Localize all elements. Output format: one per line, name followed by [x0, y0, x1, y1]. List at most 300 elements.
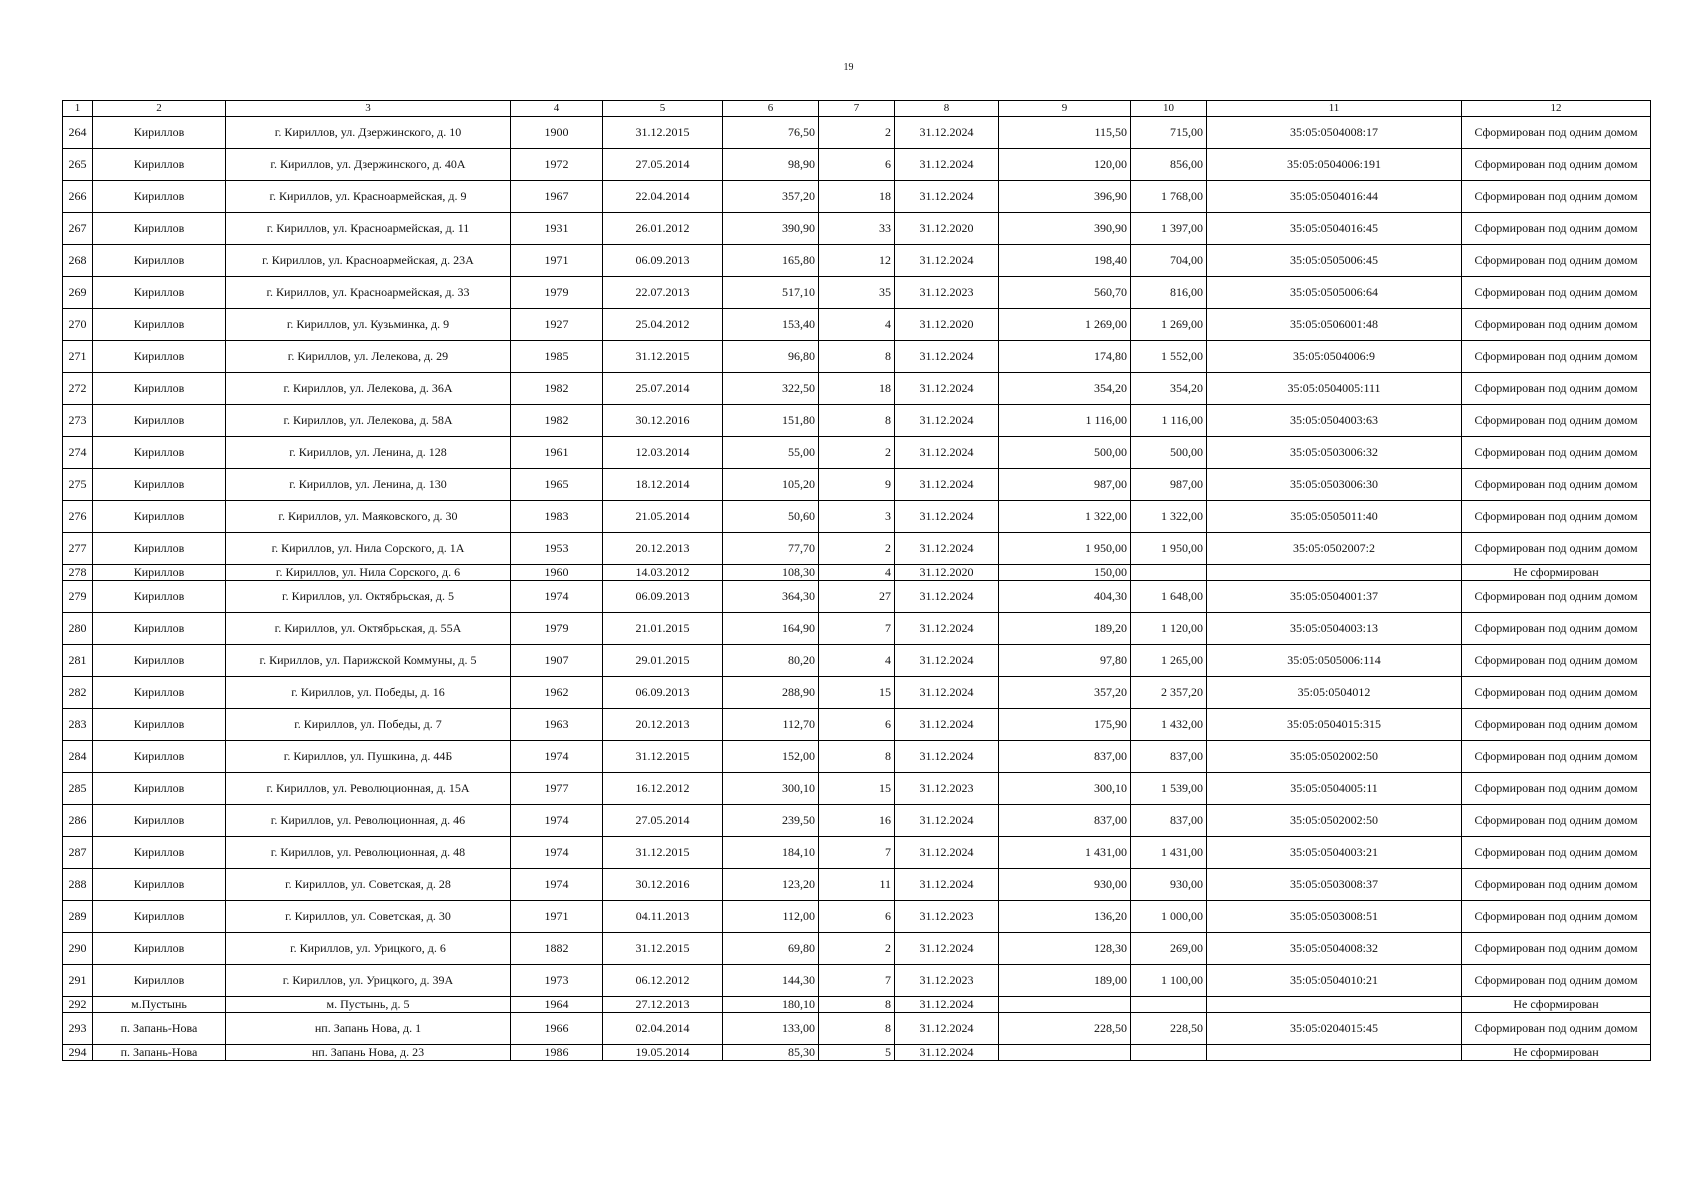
settlement-cell: м.Пустынь: [93, 997, 226, 1013]
land-status-cell: Сформирован под одним домом: [1462, 469, 1651, 501]
column-header: 6: [723, 101, 819, 117]
plot-area-cell: 1 950,00: [1131, 533, 1207, 565]
table-row: [63, 117, 1651, 149]
table-row: [63, 405, 1651, 437]
address-cell: г. Кириллов, ул. Дзержинского, д. 10: [226, 117, 511, 149]
cadastral-number-cell: 35:05:0504010:21: [1207, 965, 1462, 997]
land-area-cell: 175,90: [999, 709, 1131, 741]
cadastral-number-cell: 35:05:0503008:37: [1207, 869, 1462, 901]
area-cell: 80,20: [723, 645, 819, 677]
table-row: [63, 437, 1651, 469]
plot-area-cell: 930,00: [1131, 869, 1207, 901]
land-area-cell: 198,40: [999, 245, 1131, 277]
land-area-cell: 1 116,00: [999, 405, 1131, 437]
area-cell: 105,20: [723, 469, 819, 501]
table-row: [63, 645, 1651, 677]
plot-area-cell: 500,00: [1131, 437, 1207, 469]
plot-area-cell: 704,00: [1131, 245, 1207, 277]
cadastral-number-cell: 35:05:0504008:17: [1207, 117, 1462, 149]
land-status-cell: Сформирован под одним домом: [1462, 149, 1651, 181]
apartments-cell: 4: [819, 645, 895, 677]
row-number-cell: 286: [63, 805, 93, 837]
plot-area-cell: 269,00: [1131, 933, 1207, 965]
survey-date-cell: 31.12.2015: [603, 341, 723, 373]
plot-area-cell: 816,00: [1131, 277, 1207, 309]
survey-date-cell: 21.05.2014: [603, 501, 723, 533]
relocation-date-cell: 31.12.2023: [895, 965, 999, 997]
land-status-cell: Сформирован под одним домом: [1462, 1013, 1651, 1045]
address-cell: г. Кириллов, ул. Победы, д. 7: [226, 709, 511, 741]
column-header: 3: [226, 101, 511, 117]
settlement-cell: Кириллов: [93, 501, 226, 533]
plot-area-cell: 1 397,00: [1131, 213, 1207, 245]
build-year-cell: 1974: [511, 581, 603, 613]
address-cell: г. Кириллов, ул. Урицкого, д. 39А: [226, 965, 511, 997]
apartments-cell: 2: [819, 933, 895, 965]
land-status-cell: Сформирован под одним домом: [1462, 533, 1651, 565]
apartments-cell: 8: [819, 405, 895, 437]
land-area-cell: 1 431,00: [999, 837, 1131, 869]
column-header: 2: [93, 101, 226, 117]
column-header: 1: [63, 101, 93, 117]
build-year-cell: 1900: [511, 117, 603, 149]
survey-date-cell: 06.09.2013: [603, 581, 723, 613]
survey-date-cell: 06.09.2013: [603, 677, 723, 709]
address-cell: г. Кириллов, ул. Нила Сорского, д. 1А: [226, 533, 511, 565]
land-area-cell: 128,30: [999, 933, 1131, 965]
table-row: [63, 469, 1651, 501]
apartments-cell: 7: [819, 613, 895, 645]
area-cell: 69,80: [723, 933, 819, 965]
relocation-date-cell: 31.12.2024: [895, 645, 999, 677]
land-area-cell: [999, 1045, 1131, 1061]
settlement-cell: Кириллов: [93, 181, 226, 213]
land-area-cell: 404,30: [999, 581, 1131, 613]
table-body: [63, 101, 1651, 1061]
apartments-cell: 11: [819, 869, 895, 901]
land-area-cell: 837,00: [999, 741, 1131, 773]
row-number-cell: 276: [63, 501, 93, 533]
column-header: 4: [511, 101, 603, 117]
area-cell: 184,10: [723, 837, 819, 869]
settlement-cell: Кириллов: [93, 469, 226, 501]
plot-area-cell: [1131, 1045, 1207, 1061]
row-number-cell: 267: [63, 213, 93, 245]
cadastral-number-cell: 35:05:0504003:63: [1207, 405, 1462, 437]
address-cell: г. Кириллов, ул. Лелекова, д. 58А: [226, 405, 511, 437]
area-cell: 76,50: [723, 117, 819, 149]
apartments-cell: 8: [819, 997, 895, 1013]
area-cell: 152,00: [723, 741, 819, 773]
land-area-cell: 1 269,00: [999, 309, 1131, 341]
cadastral-number-cell: 35:05:0502002:50: [1207, 805, 1462, 837]
relocation-date-cell: 31.12.2024: [895, 581, 999, 613]
plot-area-cell: 1 432,00: [1131, 709, 1207, 741]
survey-date-cell: 31.12.2015: [603, 741, 723, 773]
land-status-cell: Сформирован под одним домом: [1462, 373, 1651, 405]
area-cell: 144,30: [723, 965, 819, 997]
housing-registry-table: [62, 100, 1651, 1061]
land-area-cell: 97,80: [999, 645, 1131, 677]
row-number-cell: 274: [63, 437, 93, 469]
table-row: [63, 869, 1651, 901]
relocation-date-cell: 31.12.2024: [895, 869, 999, 901]
build-year-cell: 1882: [511, 933, 603, 965]
build-year-cell: 1962: [511, 677, 603, 709]
build-year-cell: 1974: [511, 869, 603, 901]
land-status-cell: Сформирован под одним домом: [1462, 181, 1651, 213]
relocation-date-cell: 31.12.2023: [895, 773, 999, 805]
table-row: [63, 277, 1651, 309]
row-number-cell: 285: [63, 773, 93, 805]
survey-date-cell: 21.01.2015: [603, 613, 723, 645]
survey-date-cell: 16.12.2012: [603, 773, 723, 805]
land-status-cell: Сформирован под одним домом: [1462, 709, 1651, 741]
settlement-cell: Кириллов: [93, 613, 226, 645]
row-number-cell: 287: [63, 837, 93, 869]
land-status-cell: Сформирован под одним домом: [1462, 677, 1651, 709]
table-row: [63, 581, 1651, 613]
cadastral-number-cell: 35:05:0503008:51: [1207, 901, 1462, 933]
column-header: 7: [819, 101, 895, 117]
survey-date-cell: 22.07.2013: [603, 277, 723, 309]
land-status-cell: Сформирован под одним домом: [1462, 245, 1651, 277]
apartments-cell: 9: [819, 469, 895, 501]
settlement-cell: Кириллов: [93, 149, 226, 181]
address-cell: г. Кириллов, ул. Революционная, д. 46: [226, 805, 511, 837]
apartments-cell: 15: [819, 773, 895, 805]
settlement-cell: Кириллов: [93, 901, 226, 933]
row-number-cell: 291: [63, 965, 93, 997]
survey-date-cell: 14.03.2012: [603, 565, 723, 581]
row-number-cell: 288: [63, 869, 93, 901]
relocation-date-cell: 31.12.2024: [895, 437, 999, 469]
relocation-date-cell: 31.12.2024: [895, 613, 999, 645]
address-cell: г. Кириллов, ул. Победы, д. 16: [226, 677, 511, 709]
cadastral-number-cell: 35:05:0502007:2: [1207, 533, 1462, 565]
cadastral-number-cell: [1207, 997, 1462, 1013]
relocation-date-cell: 31.12.2024: [895, 837, 999, 869]
survey-date-cell: 30.12.2016: [603, 405, 723, 437]
plot-area-cell: 354,20: [1131, 373, 1207, 405]
plot-area-cell: [1131, 997, 1207, 1013]
address-cell: г. Кириллов, ул. Красноармейская, д. 23А: [226, 245, 511, 277]
apartments-cell: 3: [819, 501, 895, 533]
plot-area-cell: 1 100,00: [1131, 965, 1207, 997]
plot-area-cell: 856,00: [1131, 149, 1207, 181]
build-year-cell: 1966: [511, 1013, 603, 1045]
land-status-cell: Сформирован под одним домом: [1462, 437, 1651, 469]
land-area-cell: 150,00: [999, 565, 1131, 581]
area-cell: 151,80: [723, 405, 819, 437]
land-area-cell: 189,00: [999, 965, 1131, 997]
table-row: [63, 709, 1651, 741]
relocation-date-cell: 31.12.2024: [895, 149, 999, 181]
apartments-cell: 8: [819, 741, 895, 773]
cadastral-number-cell: 35:05:0505011:40: [1207, 501, 1462, 533]
apartments-cell: 6: [819, 149, 895, 181]
row-number-cell: 275: [63, 469, 93, 501]
survey-date-cell: 25.04.2012: [603, 309, 723, 341]
survey-date-cell: 31.12.2015: [603, 117, 723, 149]
row-number-cell: 266: [63, 181, 93, 213]
land-status-cell: Сформирован под одним домом: [1462, 309, 1651, 341]
table-row: [63, 773, 1651, 805]
build-year-cell: 1927: [511, 309, 603, 341]
apartments-cell: 6: [819, 901, 895, 933]
apartments-cell: 35: [819, 277, 895, 309]
table-row: [63, 933, 1651, 965]
build-year-cell: 1960: [511, 565, 603, 581]
row-number-cell: 292: [63, 997, 93, 1013]
land-status-cell: Сформирован под одним домом: [1462, 741, 1651, 773]
build-year-cell: 1979: [511, 277, 603, 309]
settlement-cell: Кириллов: [93, 341, 226, 373]
address-cell: г. Кириллов, ул. Кузьминка, д. 9: [226, 309, 511, 341]
settlement-cell: Кириллов: [93, 709, 226, 741]
address-cell: г. Кириллов, ул. Дзержинского, д. 40А: [226, 149, 511, 181]
build-year-cell: 1971: [511, 901, 603, 933]
cadastral-number-cell: 35:05:0505006:45: [1207, 245, 1462, 277]
build-year-cell: 1982: [511, 373, 603, 405]
table-row: [63, 149, 1651, 181]
table-row: [63, 613, 1651, 645]
survey-date-cell: 20.12.2013: [603, 533, 723, 565]
land-status-cell: Сформирован под одним домом: [1462, 581, 1651, 613]
area-cell: 357,20: [723, 181, 819, 213]
table-row: [63, 373, 1651, 405]
land-status-cell: Сформирован под одним домом: [1462, 341, 1651, 373]
table-row: [63, 805, 1651, 837]
plot-area-cell: 1 648,00: [1131, 581, 1207, 613]
land-status-cell: Не сформирован: [1462, 997, 1651, 1013]
apartments-cell: 18: [819, 181, 895, 213]
plot-area-cell: 1 768,00: [1131, 181, 1207, 213]
row-number-cell: 293: [63, 1013, 93, 1045]
land-area-cell: 396,90: [999, 181, 1131, 213]
land-status-cell: Сформирован под одним домом: [1462, 213, 1651, 245]
apartments-cell: 12: [819, 245, 895, 277]
cadastral-number-cell: 35:05:0502002:50: [1207, 741, 1462, 773]
plot-area-cell: 1 269,00: [1131, 309, 1207, 341]
page-number: 19: [843, 62, 854, 73]
land-area-cell: 1 950,00: [999, 533, 1131, 565]
apartments-cell: 5: [819, 1045, 895, 1061]
build-year-cell: 1907: [511, 645, 603, 677]
settlement-cell: Кириллов: [93, 645, 226, 677]
plot-area-cell: 1 552,00: [1131, 341, 1207, 373]
area-cell: 96,80: [723, 341, 819, 373]
plot-area-cell: 1 539,00: [1131, 773, 1207, 805]
apartments-cell: 8: [819, 1013, 895, 1045]
land-area-cell: 500,00: [999, 437, 1131, 469]
address-cell: г. Кириллов, ул. Красноармейская, д. 33: [226, 277, 511, 309]
build-year-cell: 1965: [511, 469, 603, 501]
area-cell: 165,80: [723, 245, 819, 277]
settlement-cell: Кириллов: [93, 741, 226, 773]
land-area-cell: 930,00: [999, 869, 1131, 901]
row-number-cell: 271: [63, 341, 93, 373]
apartments-cell: 2: [819, 533, 895, 565]
survey-date-cell: 06.09.2013: [603, 245, 723, 277]
build-year-cell: 1931: [511, 213, 603, 245]
cadastral-number-cell: 35:05:0505006:64: [1207, 277, 1462, 309]
settlement-cell: Кириллов: [93, 373, 226, 405]
relocation-date-cell: 31.12.2024: [895, 405, 999, 437]
address-cell: г. Кириллов, ул. Революционная, д. 48: [226, 837, 511, 869]
row-number-cell: 272: [63, 373, 93, 405]
address-cell: г. Кириллов, ул. Ленина, д. 128: [226, 437, 511, 469]
cadastral-number-cell: 35:05:0504006:9: [1207, 341, 1462, 373]
settlement-cell: Кириллов: [93, 965, 226, 997]
area-cell: 112,70: [723, 709, 819, 741]
apartments-cell: 2: [819, 117, 895, 149]
survey-date-cell: 12.03.2014: [603, 437, 723, 469]
survey-date-cell: 30.12.2016: [603, 869, 723, 901]
build-year-cell: 1967: [511, 181, 603, 213]
area-cell: 77,70: [723, 533, 819, 565]
plot-area-cell: 837,00: [1131, 805, 1207, 837]
land-area-cell: 560,70: [999, 277, 1131, 309]
settlement-cell: Кириллов: [93, 117, 226, 149]
settlement-cell: Кириллов: [93, 677, 226, 709]
area-cell: 364,30: [723, 581, 819, 613]
apartments-cell: 4: [819, 309, 895, 341]
table-row: [63, 341, 1651, 373]
area-cell: 85,30: [723, 1045, 819, 1061]
land-status-cell: Сформирован под одним домом: [1462, 805, 1651, 837]
relocation-date-cell: 31.12.2024: [895, 117, 999, 149]
column-header: 12: [1462, 101, 1651, 117]
cadastral-number-cell: 35:05:0503006:32: [1207, 437, 1462, 469]
row-number-cell: 279: [63, 581, 93, 613]
land-status-cell: Не сформирован: [1462, 1045, 1651, 1061]
land-area-cell: 300,10: [999, 773, 1131, 805]
address-cell: г. Кириллов, ул. Красноармейская, д. 9: [226, 181, 511, 213]
land-status-cell: Сформирован под одним домом: [1462, 645, 1651, 677]
row-number-cell: 265: [63, 149, 93, 181]
relocation-date-cell: 31.12.2024: [895, 709, 999, 741]
table-row: [63, 997, 1651, 1013]
apartments-cell: 7: [819, 965, 895, 997]
address-cell: м. Пустынь, д. 5: [226, 997, 511, 1013]
table-row: [63, 245, 1651, 277]
plot-area-cell: 2 357,20: [1131, 677, 1207, 709]
row-number-cell: 284: [63, 741, 93, 773]
column-header: 11: [1207, 101, 1462, 117]
relocation-date-cell: 31.12.2024: [895, 245, 999, 277]
row-number-cell: 268: [63, 245, 93, 277]
relocation-date-cell: 31.12.2024: [895, 805, 999, 837]
survey-date-cell: 20.12.2013: [603, 709, 723, 741]
survey-date-cell: 19.05.2014: [603, 1045, 723, 1061]
apartments-cell: 27: [819, 581, 895, 613]
land-status-cell: Сформирован под одним домом: [1462, 869, 1651, 901]
survey-date-cell: 27.05.2014: [603, 805, 723, 837]
land-status-cell: Сформирован под одним домом: [1462, 901, 1651, 933]
table-row: [63, 837, 1651, 869]
apartments-cell: 33: [819, 213, 895, 245]
area-cell: 50,60: [723, 501, 819, 533]
plot-area-cell: 228,50: [1131, 1013, 1207, 1045]
table-row: [63, 901, 1651, 933]
plot-area-cell: [1131, 565, 1207, 581]
plot-area-cell: 1 265,00: [1131, 645, 1207, 677]
survey-date-cell: 06.12.2012: [603, 965, 723, 997]
build-year-cell: 1973: [511, 965, 603, 997]
land-area-cell: 228,50: [999, 1013, 1131, 1045]
row-number-cell: 264: [63, 117, 93, 149]
land-status-cell: Сформирован под одним домом: [1462, 501, 1651, 533]
settlement-cell: Кириллов: [93, 933, 226, 965]
plot-area-cell: 1 120,00: [1131, 613, 1207, 645]
address-cell: г. Кириллов, ул. Урицкого, д. 6: [226, 933, 511, 965]
survey-date-cell: 25.07.2014: [603, 373, 723, 405]
survey-date-cell: 31.12.2015: [603, 933, 723, 965]
settlement-cell: п. Запань-Нова: [93, 1013, 226, 1045]
survey-date-cell: 27.05.2014: [603, 149, 723, 181]
settlement-cell: Кириллов: [93, 309, 226, 341]
land-status-cell: Не сформирован: [1462, 565, 1651, 581]
cadastral-number-cell: [1207, 1045, 1462, 1061]
plot-area-cell: 1 000,00: [1131, 901, 1207, 933]
cadastral-number-cell: 35:05:0504015:315: [1207, 709, 1462, 741]
build-year-cell: 1961: [511, 437, 603, 469]
address-cell: г. Кириллов, ул. Ленина, д. 130: [226, 469, 511, 501]
address-cell: г. Кириллов, ул. Советская, д. 28: [226, 869, 511, 901]
plot-area-cell: 715,00: [1131, 117, 1207, 149]
settlement-cell: Кириллов: [93, 533, 226, 565]
survey-date-cell: 31.12.2015: [603, 837, 723, 869]
land-area-cell: [999, 997, 1131, 1013]
table-row: [63, 309, 1651, 341]
relocation-date-cell: 31.12.2024: [895, 501, 999, 533]
build-year-cell: 1964: [511, 997, 603, 1013]
plot-area-cell: 1 322,00: [1131, 501, 1207, 533]
settlement-cell: Кириллов: [93, 213, 226, 245]
build-year-cell: 1979: [511, 613, 603, 645]
table-row: [63, 181, 1651, 213]
relocation-date-cell: 31.12.2024: [895, 469, 999, 501]
table-row: [63, 677, 1651, 709]
relocation-date-cell: 31.12.2024: [895, 741, 999, 773]
apartments-cell: 16: [819, 805, 895, 837]
relocation-date-cell: 31.12.2020: [895, 213, 999, 245]
apartments-cell: 2: [819, 437, 895, 469]
cadastral-number-cell: 35:05:0504006:191: [1207, 149, 1462, 181]
land-area-cell: 120,00: [999, 149, 1131, 181]
settlement-cell: Кириллов: [93, 437, 226, 469]
survey-date-cell: 02.04.2014: [603, 1013, 723, 1045]
area-cell: 133,00: [723, 1013, 819, 1045]
cadastral-number-cell: 35:05:0504005:111: [1207, 373, 1462, 405]
table-row: [63, 1013, 1651, 1045]
relocation-date-cell: 31.12.2024: [895, 181, 999, 213]
area-cell: 300,10: [723, 773, 819, 805]
cadastral-number-cell: 35:05:0504008:32: [1207, 933, 1462, 965]
survey-date-cell: 22.04.2014: [603, 181, 723, 213]
build-year-cell: 1983: [511, 501, 603, 533]
apartments-cell: 15: [819, 677, 895, 709]
land-status-cell: Сформирован под одним домом: [1462, 837, 1651, 869]
area-cell: 98,90: [723, 149, 819, 181]
table-row: [63, 565, 1651, 581]
land-area-cell: 1 322,00: [999, 501, 1131, 533]
table-row: [63, 213, 1651, 245]
settlement-cell: Кириллов: [93, 405, 226, 437]
apartments-cell: 7: [819, 837, 895, 869]
land-status-cell: Сформирован под одним домом: [1462, 405, 1651, 437]
